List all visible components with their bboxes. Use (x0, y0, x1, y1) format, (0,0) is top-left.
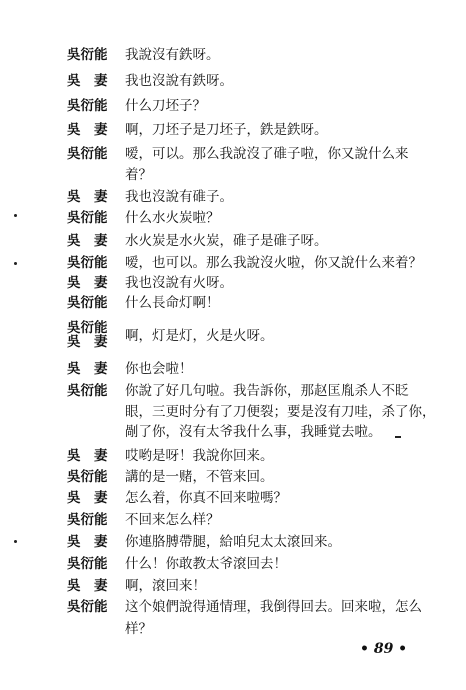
speaker-name: 吳衍能 (67, 255, 108, 271)
speaker-name: 吳衍能 (67, 383, 108, 399)
speech-text: 眼，三更时分有了刀便裂；要是沒有刀哇，杀了你， (125, 404, 436, 420)
speech-text: 啊，刀坯子是刀坯子，鉄是鉄呀。 (125, 122, 328, 138)
ink-speck (14, 540, 17, 543)
speaker-name: 吳 妻 (67, 73, 108, 89)
speech-text: 我說沒有鉄呀。 (125, 47, 220, 63)
speech-text: 水火炭是水火炭，碓子是碓子呀。 (125, 233, 328, 249)
speaker-name: 吳 妻 (67, 122, 108, 138)
speaker-name: 吳 妻 (67, 334, 108, 350)
speech-text: 样？ (125, 621, 152, 637)
page-number: • 89 • (360, 641, 408, 657)
speech-text: 什么！你敢教太爷滾回去！ (125, 556, 287, 572)
speaker-name: 吳衍能 (67, 599, 108, 615)
ink-speck (14, 262, 17, 265)
speech-text: 嗳，也可以。那么我說沒火啦，你又說什么来着？ (125, 255, 422, 271)
speech-text: 講的是一赌，不管来回。 (125, 469, 274, 485)
speech-text: 着？ (125, 167, 152, 183)
speech-text: 你也会啦！ (125, 361, 193, 377)
speech-text: 啊，灯是灯，火是火呀。 (125, 328, 274, 344)
dialogue-line (0, 321, 466, 351)
speech-text: 你說了好几句啦。我告訴你，那赵匡胤杀人不眨 (125, 383, 409, 399)
speech-text: 我也沒說有鉄呀。 (125, 73, 233, 89)
speaker-name: 吳衍能 (67, 556, 108, 572)
speaker-name: 吳 妻 (67, 534, 108, 550)
speech-text: 我也沒說有碓子。 (125, 189, 233, 205)
speech-text: 嗳，可以。那么我說沒了碓子啦，你又說什么来 (125, 146, 409, 162)
speaker-name: 吳衍能 (67, 320, 108, 336)
speech-text: 什么水火炭啦？ (125, 210, 220, 226)
speaker-name: 吳 妻 (67, 448, 108, 464)
ink-speck (14, 214, 17, 217)
speaker-name: 吳衍能 (67, 146, 108, 162)
speaker-name: 吳 妻 (67, 233, 108, 249)
speech-text: 我也沒說有火呀。 (125, 275, 233, 291)
speech-text: 不回来怎么样？ (125, 512, 220, 528)
speaker-name: 吳 妻 (67, 361, 108, 377)
speaker-name: 吳衍能 (67, 47, 108, 63)
speaker-name: 吳 妻 (67, 189, 108, 205)
speaker-name: 吳衍能 (67, 469, 108, 485)
ink-mark (395, 436, 401, 438)
speech-text: 什么長命灯啊！ (125, 295, 220, 311)
speech-text: 什么刀坯子？ (125, 98, 206, 114)
speaker-name: 吳 妻 (67, 578, 108, 594)
speech-text: 你連胳膊帶腿，給咱兒太太滾回来。 (125, 534, 341, 550)
speaker-name: 吳衍能 (67, 210, 108, 226)
speech-text: 怎么着，你真不回来啦嗎？ (125, 490, 287, 506)
speech-text: 这个娘們說得通情理，我倒得回去。回来啦，怎么 (125, 599, 422, 615)
speech-text: 啊，滾回来！ (125, 578, 206, 594)
speech-text: 哎哟是呀！我說你回来。 (125, 448, 274, 464)
speaker-name: 吳 妻 (67, 275, 108, 291)
speech-text: 剮了你，沒有太爷我什么事，我睡覚去啦。 (125, 424, 382, 440)
speaker-name: 吳衍能 (67, 295, 108, 311)
speaker-name: 吳衍能 (67, 98, 108, 114)
speaker-name: 吳 妻 (67, 490, 108, 506)
speaker-name: 吳衍能 (67, 512, 108, 528)
